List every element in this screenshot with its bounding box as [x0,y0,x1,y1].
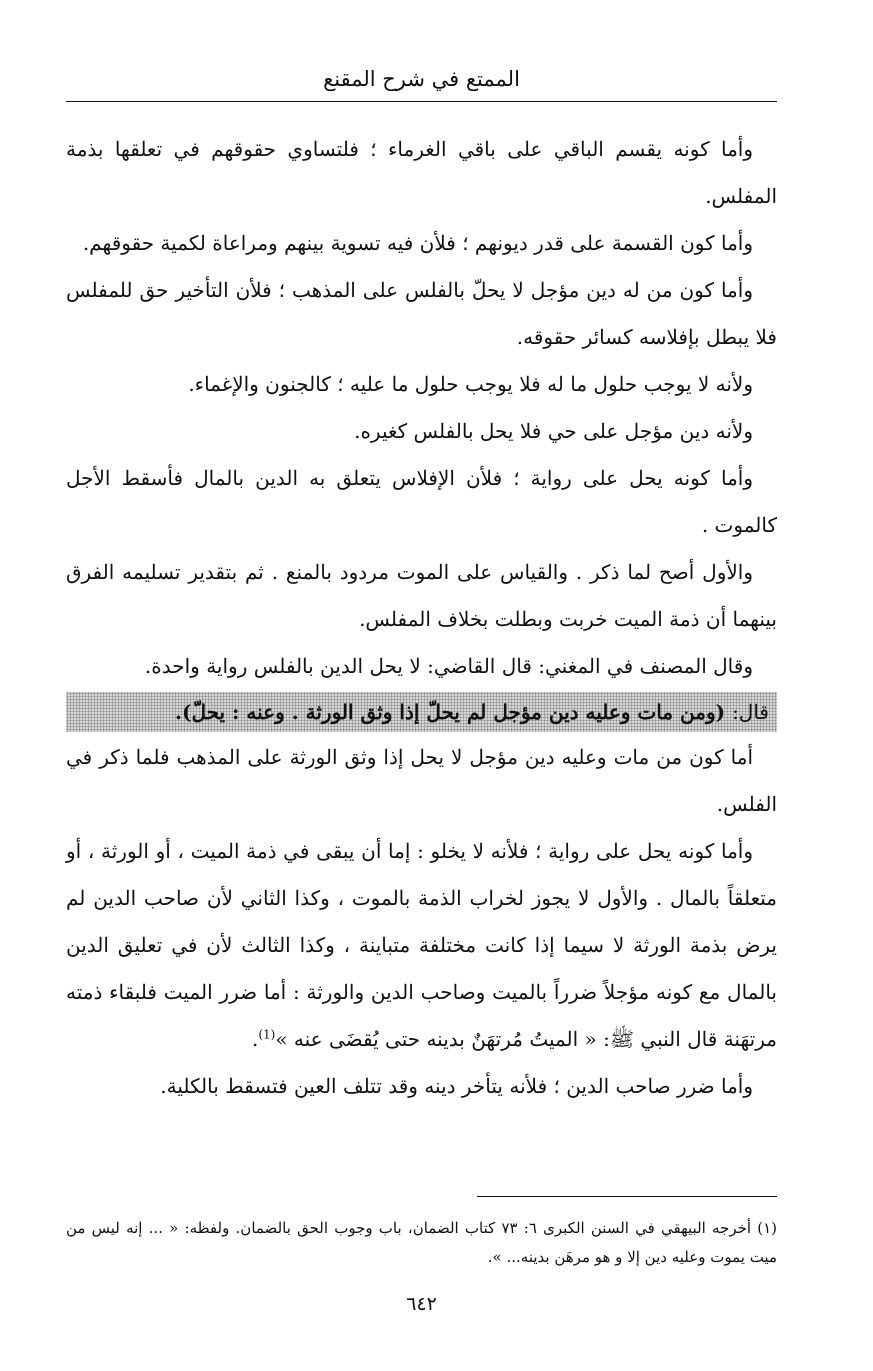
matn-quote: (ومن مات وعليه دين مؤجل لم يحلّ إذا وثق الورثة . وعنه : يحلّ). [175,700,726,724]
footnote-text: (١) أخرجه البيهقي في السنن الكبرى ٦: ٧٣ كتاب الضمان، باب وجوب الحق بالضمان. ولفظه: « ... إنه ليس من ميت يموت وعليه دين إلا و هو مرهَن بدينه... ». [66,1219,778,1266]
paragraph-5: ولأنه دين مؤجل على حي فلا يحل بالفلس كغيره. [354,419,753,443]
paragraph-9: أما كون من مات وعليه دين مؤجل لا يحل إذا وثق الورثة على المذهب فلما ذكر في الفلس. [66,745,777,816]
paragraph-6: وأما كونه يحل على رواية ؛ فلأن الإفلاس يتعلق به الدين بالمال فأسقط الأجل كالموت . [66,466,777,537]
matn-highlighted-text [66,692,777,732]
paragraph-8: وقال المصنف في المغني: قال القاضي: لا يحل الدين بالفلس رواية واحدة. [144,654,753,678]
paragraph-10-text: وأما كونه يحل على رواية ؛ فلأنه لا يخلو : إما أن يبقى في ذمة الميت ، أو الورثة ، أو متعلقاً بالمال . والأول لا يجوز لخراب الذمة بالموت ، وكذا الثاني لأن صاحب الدين لم يرض بذمة الورثة لا سيما إذا كانت مختلفة متباينة ، وكذا الثالث لأن في تعليق الدين بالمال مع كونه مؤجلاً ضرراً بالميت وصاحب الدين والورثة : أما ضرر الميت فلبقاء ذمته مرتهَنة قال النبي ﷺ: « الميتُ مُرتهَنٌ بدينه حتى يُقضَى عنه » [66,839,777,1051]
paragraph-4: ولأنه لا يوجب حلول ما له فلا يوجب حلول ما عليه ؛ كالجنون والإغماء. [188,372,753,396]
matn-qala: قال: [732,700,769,724]
body-text [66,126,777,1110]
paragraph-3: وأما كون من له دين مؤجل لا يحلّ بالفلس على المذهب ؛ فلأن التأخير حق للمفلس فلا يبطل بإفلاسه كسائر حقوقه. [66,278,777,349]
footnote-reference: (1) [258,1027,276,1042]
footnote-rule [477,1196,777,1197]
paragraph-2: وأما كون القسمة على قدر ديونهم ؛ فلأن فيه تسوية بينهم ومراعاة لكمية حقوقهم. [82,231,753,255]
book-page [66,0,777,1371]
paragraph-7: والأول أصح لما ذكر . والقياس على الموت مردود بالمنع . ثم بتقدير تسليمه الفرق بينهما أن ذمة الميت خربت وبطلت بخلاف المفلس. [66,560,777,631]
header-rule [66,101,777,102]
running-header: الممتع في شرح المقنع [323,67,520,91]
footnote [66,1214,777,1272]
paragraph-10-end: . [251,1027,259,1051]
paragraph-1: وأما كونه يقسم الباقي على باقي الغرماء ؛ فلتساوي حقوقهم في تعلقها بذمة المفلس. [66,137,777,208]
paragraph-10 [66,828,777,1063]
paragraph-11: وأما ضرر صاحب الدين ؛ فلأنه يتأخر دينه وقد تتلف العين فتسقط بالكلية. [160,1074,753,1098]
page-number: ٦٤٢ [406,1293,437,1315]
